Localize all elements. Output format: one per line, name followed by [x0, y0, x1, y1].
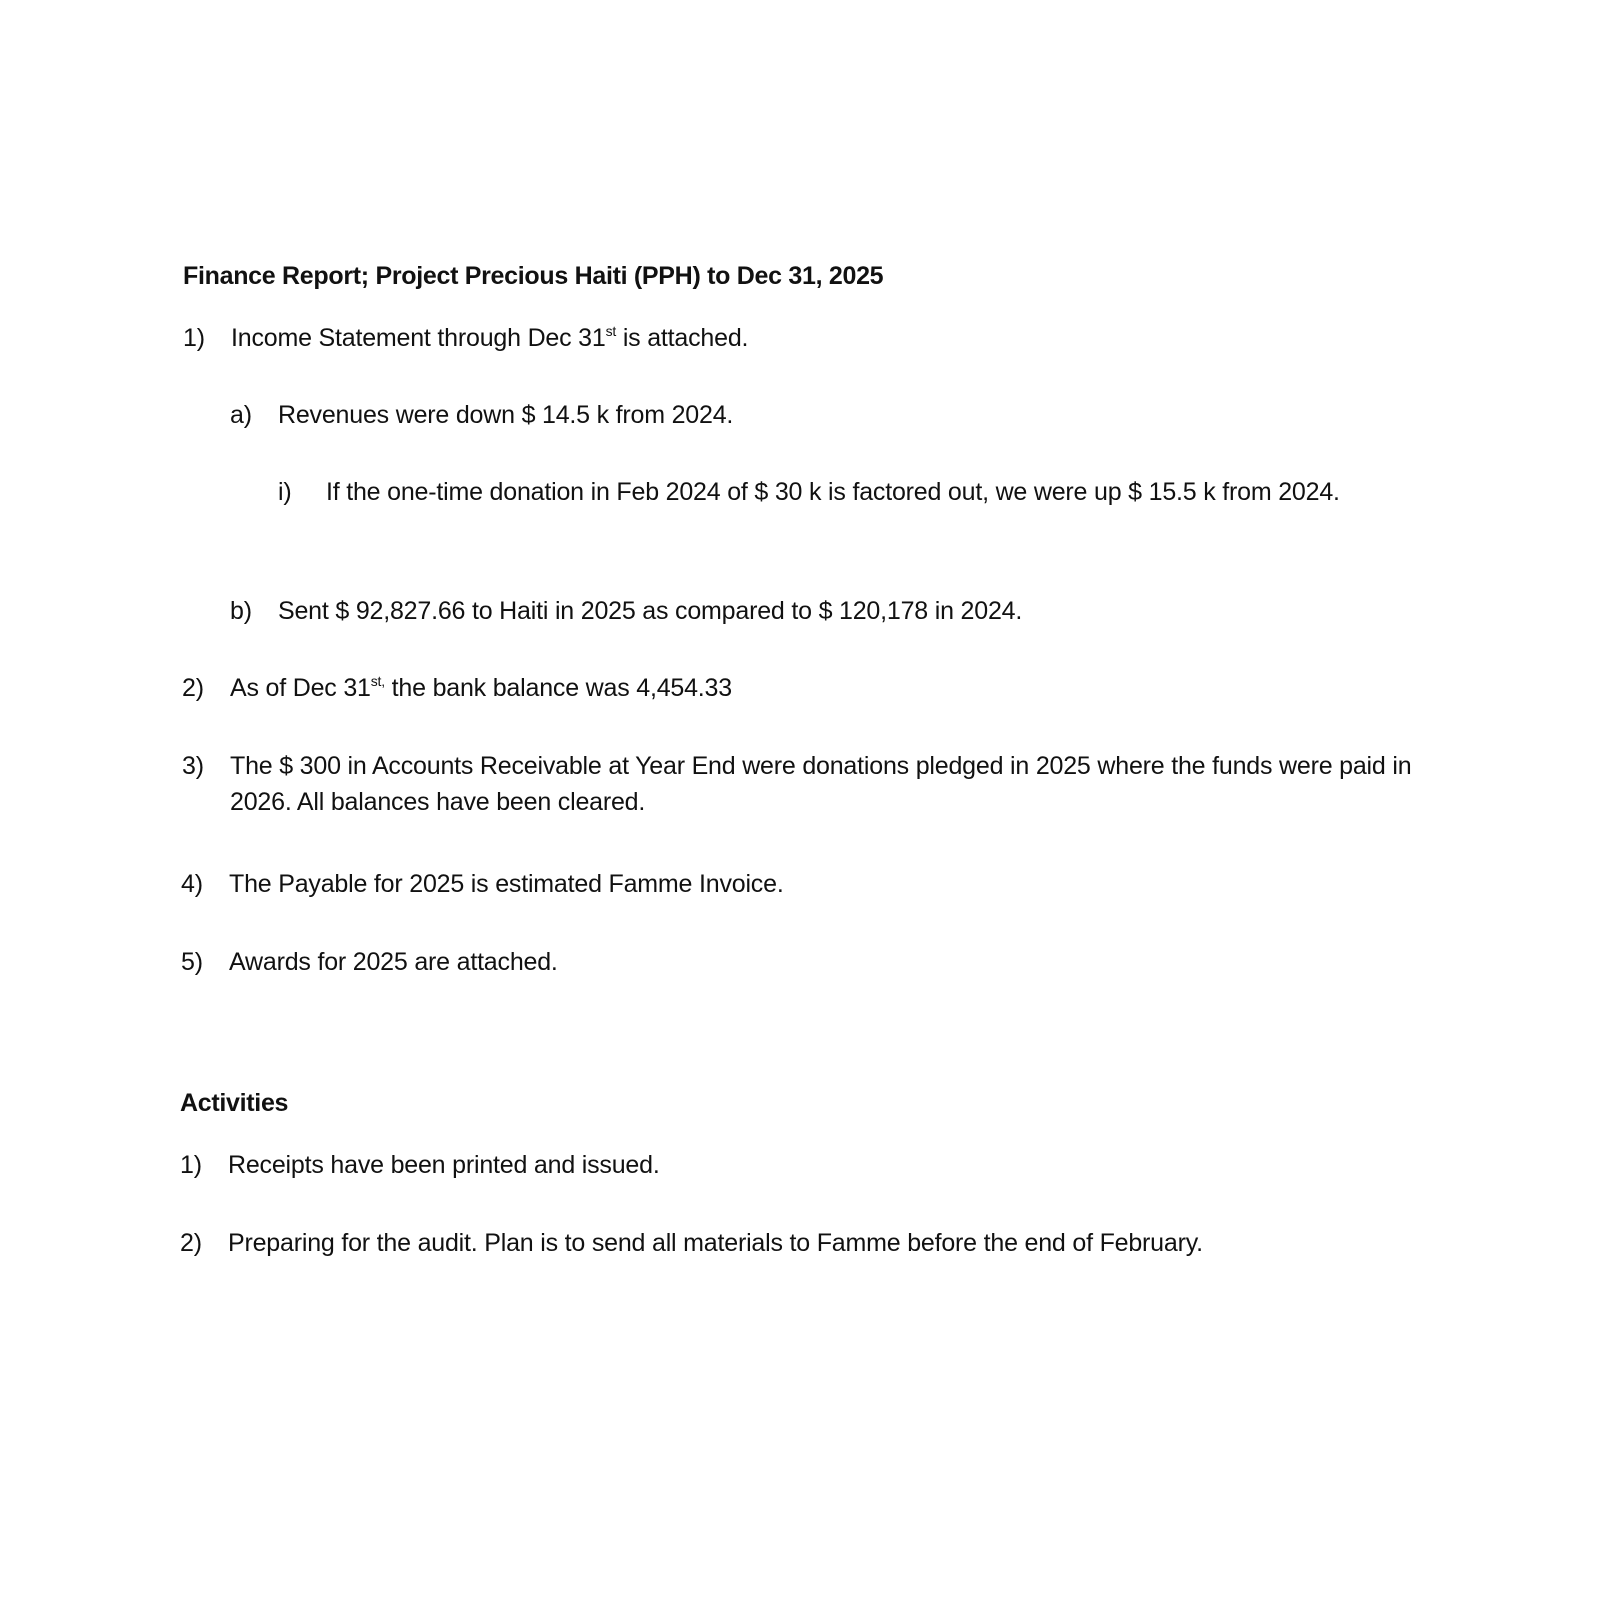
superscript: st: [605, 323, 617, 339]
finance-item-5: [181, 944, 1431, 980]
item-marker: 2): [180, 1229, 202, 1257]
item-marker: i): [278, 478, 292, 506]
item-text: The Payable for 2025 is estimated Famme Invoice.: [229, 870, 784, 898]
activities-item-1: [180, 1147, 1430, 1183]
item-text-part: Income Statement through Dec 31: [231, 324, 606, 352]
item-marker: 5): [181, 948, 203, 976]
item-marker: 1): [183, 324, 205, 352]
item-text: Preparing for the audit. Plan is to send all materials to Famme before the end of February.: [228, 1229, 1203, 1257]
item-text-part: As of Dec 31: [230, 674, 371, 702]
activities-item-2: [180, 1225, 1480, 1261]
finance-item-1b: [230, 593, 1430, 629]
item-marker: 4): [181, 870, 203, 898]
item-text: [231, 320, 1433, 356]
item-text: Receipts have been printed and issued.: [228, 1151, 660, 1179]
item-text: The $ 300 in Accounts Receivable at Year End were donations pledged in 2025 where the funds were paid in 2026. All balances have been cleared.: [230, 752, 1412, 816]
activities-heading: Activities: [180, 1089, 289, 1117]
finance-item-1ai: [278, 474, 1408, 510]
superscript: st,: [370, 673, 385, 689]
item-text-part: is attached.: [616, 324, 749, 352]
finance-item-4: [181, 866, 1431, 902]
item-marker: 1): [180, 1151, 202, 1179]
item-marker: 2): [182, 674, 204, 702]
report-title: Finance Report; Project Precious Haiti (PPH) to Dec 31, 2025: [183, 262, 884, 290]
item-text: Awards for 2025 are attached.: [229, 948, 558, 976]
item-text-part: the bank balance was 4,454.33: [384, 674, 732, 702]
finance-item-2: [182, 670, 1432, 706]
item-text: Revenues were down $ 14.5 k from 2024.: [278, 401, 734, 429]
finance-item-1a: [230, 397, 1430, 433]
finance-item-3: [182, 748, 1472, 820]
item-marker: a): [230, 401, 252, 429]
finance-item-1: [183, 320, 1433, 356]
item-text: Sent $ 92,827.66 to Haiti in 2025 as compared to $ 120,178 in 2024.: [278, 597, 1023, 625]
item-marker: b): [230, 597, 252, 625]
item-marker: 3): [182, 752, 204, 780]
item-text: [230, 670, 1432, 706]
item-text: If the one-time donation in Feb 2024 of $ 30 k is factored out, we were up $ 15.5 k from 2024.: [326, 478, 1340, 506]
